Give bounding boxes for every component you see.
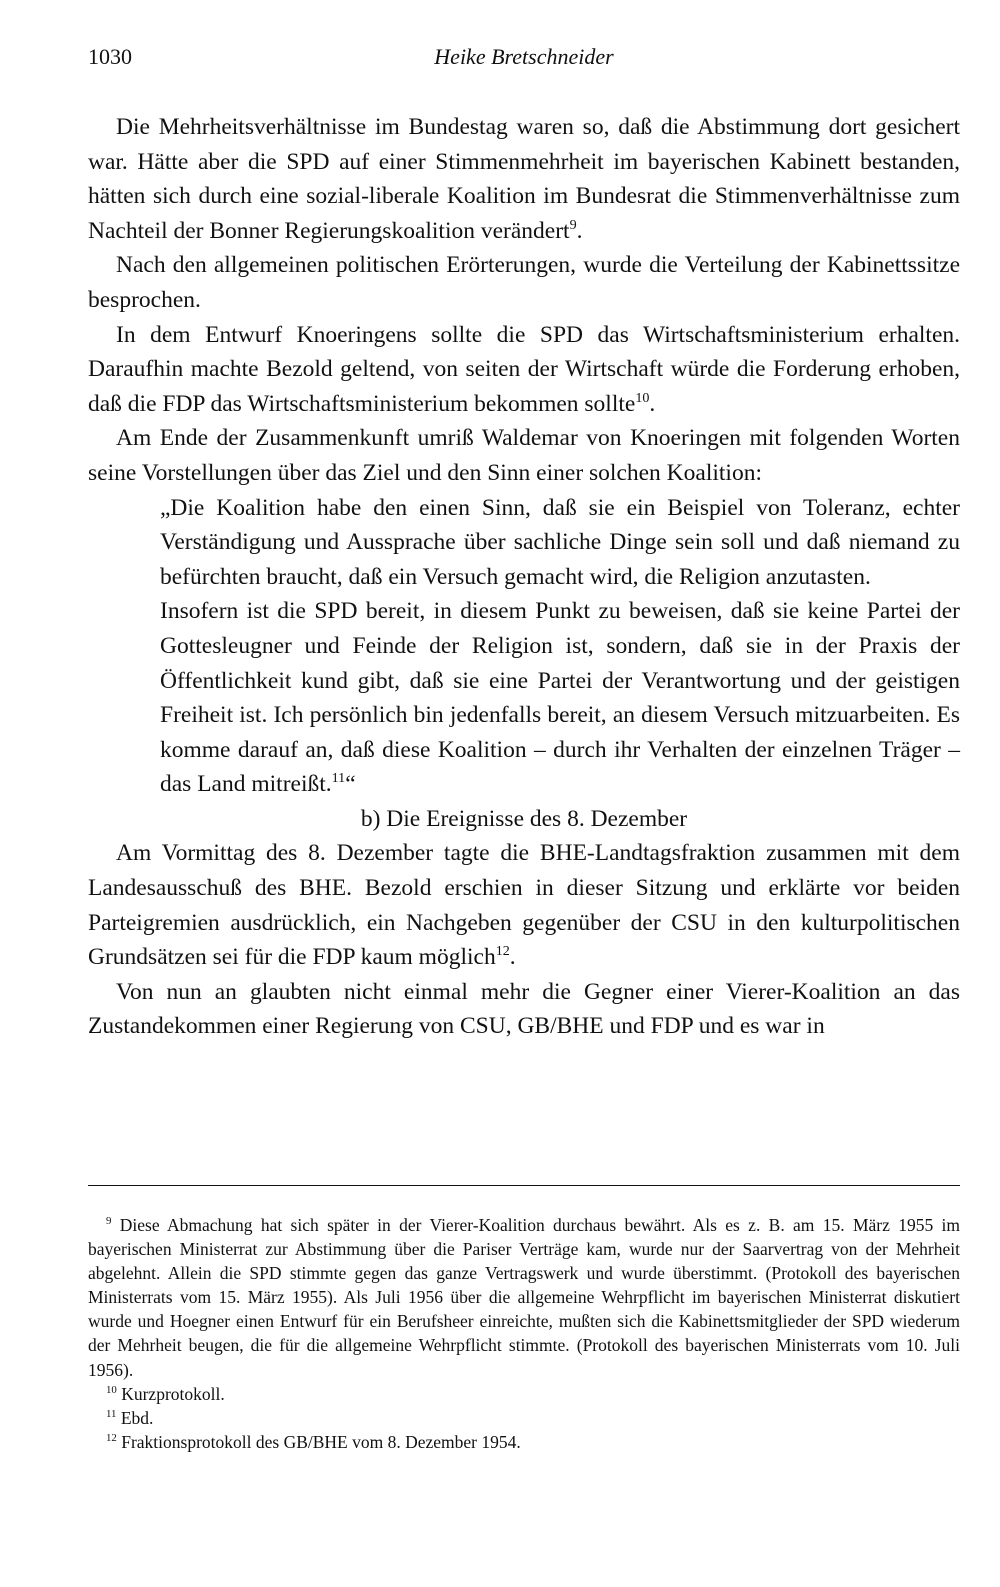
page-header <box>88 44 960 74</box>
footnote-mark: 9 <box>106 1215 112 1228</box>
paragraph <box>88 975 960 1044</box>
punctuation: . <box>576 217 583 244</box>
footnote-text: Fraktionsprotokoll des GB/BHE vom 8. Dezember 1954. <box>121 1431 521 1452</box>
paragraph-text: In dem Entwurf Knoeringens sollte die SPD das Wirtschaftsministerium erhalten. Daraufhin machte Bezold geltend, von seiten der Wirtschaft würde die Forderung erhoben, daß die FDP das Wirtschaftsministerium bekommen sollte <box>88 321 960 417</box>
footnote-text: Kurzprotokoll. <box>121 1383 225 1404</box>
footnote <box>88 1430 960 1454</box>
footnote-mark: 10 <box>106 1383 117 1396</box>
footnote-reference: 10 <box>635 389 650 406</box>
footnote-reference: 9 <box>569 216 577 233</box>
block-quote <box>160 491 960 802</box>
footnote-mark: 11 <box>106 1407 117 1420</box>
paragraph <box>88 248 960 317</box>
page-number: 1030 <box>88 44 132 69</box>
paragraph <box>88 836 960 974</box>
paragraph-text: Am Ende der Zusammenkunft umriß Waldemar von Knoeringen mit folgenden Worten seine Vorstellungen über das Ziel und den Sinn einer solchen Koalition: <box>88 425 960 486</box>
paragraph <box>88 318 960 422</box>
paragraph <box>88 421 960 490</box>
punctuation: . <box>509 944 516 971</box>
footnote-text: Ebd. <box>120 1407 154 1428</box>
paragraph-text: Die Mehrheitsverhältnisse im Bundestag waren so, daß die Abstimmung dort gesichert war. Hätte aber die SPD auf einer Stimmenmehrheit im bayerischen Kabinett bestanden, hätten sich durch eine sozial-liberale Koalition im Bundesrat die Stimmenverhältnisse zum Nachteil der Bonner Regierungskoalition verändert <box>88 114 960 244</box>
footnote-mark: 12 <box>106 1432 117 1445</box>
quote-text: Insofern ist die SPD bereit, in diesem Punkt zu beweisen, daß sie keine Partei der Gottesleugner und Feinde der Religion ist, sondern, daß sie in der Praxis der Öffentlichkeit kund gibt, daß sie eine Partei der Verantwortung und der geistigen Freiheit ist. Ich persönlich bin jedenfalls bereit, an diesem Versuch mitzuarbeiten. Es komme darauf an, daß diese Koalition – durch ihr Verhalten der einzelnen Träger – das Land mitreißt. <box>160 598 960 798</box>
punctuation: . <box>649 390 656 417</box>
footnote <box>88 1213 960 1382</box>
quote-paragraph <box>160 491 960 595</box>
closing-quote-mark: “ <box>345 771 356 798</box>
quote-paragraph <box>160 594 960 802</box>
footnote-text: Diese Abmachung hat sich später in der Vierer-Koalition durchaus bewährt. Als es z. B. am 15. März 1955 im bayerischen Ministerrat zur Abstimmung über die Pariser Verträge kam, wurde nur der Saarvertrag von der Mehrheit abgelehnt. Allein die SPD stimmte gegen das ganze Vertragswerk und wurde überstimmt. (Protokoll des bayerischen Ministerrats vom 15. März 1955). Als Juli 1956 über die allgemeine Wehrpflicht im bayerischen Ministerrat diskutiert wurde und Hoegner einen Entwurf für ein Berufsheer einreichte, mußten sich die Kabinettsmitglieder der SPD wiederum der Mehrheit beugen, die für die allgemeine Wehrpflicht stimmte. (Protokoll des bayerischen Ministerrats vom 10. Juli 1956). <box>88 1215 961 1380</box>
footnote <box>88 1382 960 1406</box>
quote-text: „Die Koalition habe den einen Sinn, daß sie ein Beispiel von Toleranz, echter Verständigung und Aussprache über sachliche Dinge sein soll und daß niemand zu befürchten braucht, daß ein Versuch gemacht wird, die Religion anzutasten. <box>160 494 960 590</box>
footnote <box>88 1406 960 1430</box>
paragraph-text: Von nun an glaubten nicht einmal mehr die Gegner einer Vierer-Koalition an das Zustandekommen einer Regierung von CSU, GB/BHE und FDP und es war in <box>88 978 960 1040</box>
section-heading: b) Die Ereignisse des 8. Dezember <box>360 805 688 832</box>
footnote-reference: 11 <box>331 770 346 787</box>
paragraph <box>88 110 960 248</box>
footnote-reference: 12 <box>495 943 510 960</box>
paragraph-text: Am Vormittag des 8. Dezember tagte die BHE-Landtagsfraktion zusammen mit dem Landesausschuß des BHE. Bezold erschien in dieser Sitzung und erklärte vor beiden Parteigremien ausdrücklich, ein Nachgeben gegenüber der CSU in den kulturpolitischen Grundsätzen sei für die FDP kaum möglich <box>88 840 960 971</box>
main-text <box>88 110 960 1044</box>
running-head: Heike Bretschneider <box>434 44 614 69</box>
footnote-separator <box>88 1185 960 1186</box>
paragraph-text: Nach den allgemeinen politischen Erörterungen, wurde die Verteilung der Kabinettssitze besprochen. <box>88 252 960 313</box>
footnotes <box>88 1213 960 1454</box>
